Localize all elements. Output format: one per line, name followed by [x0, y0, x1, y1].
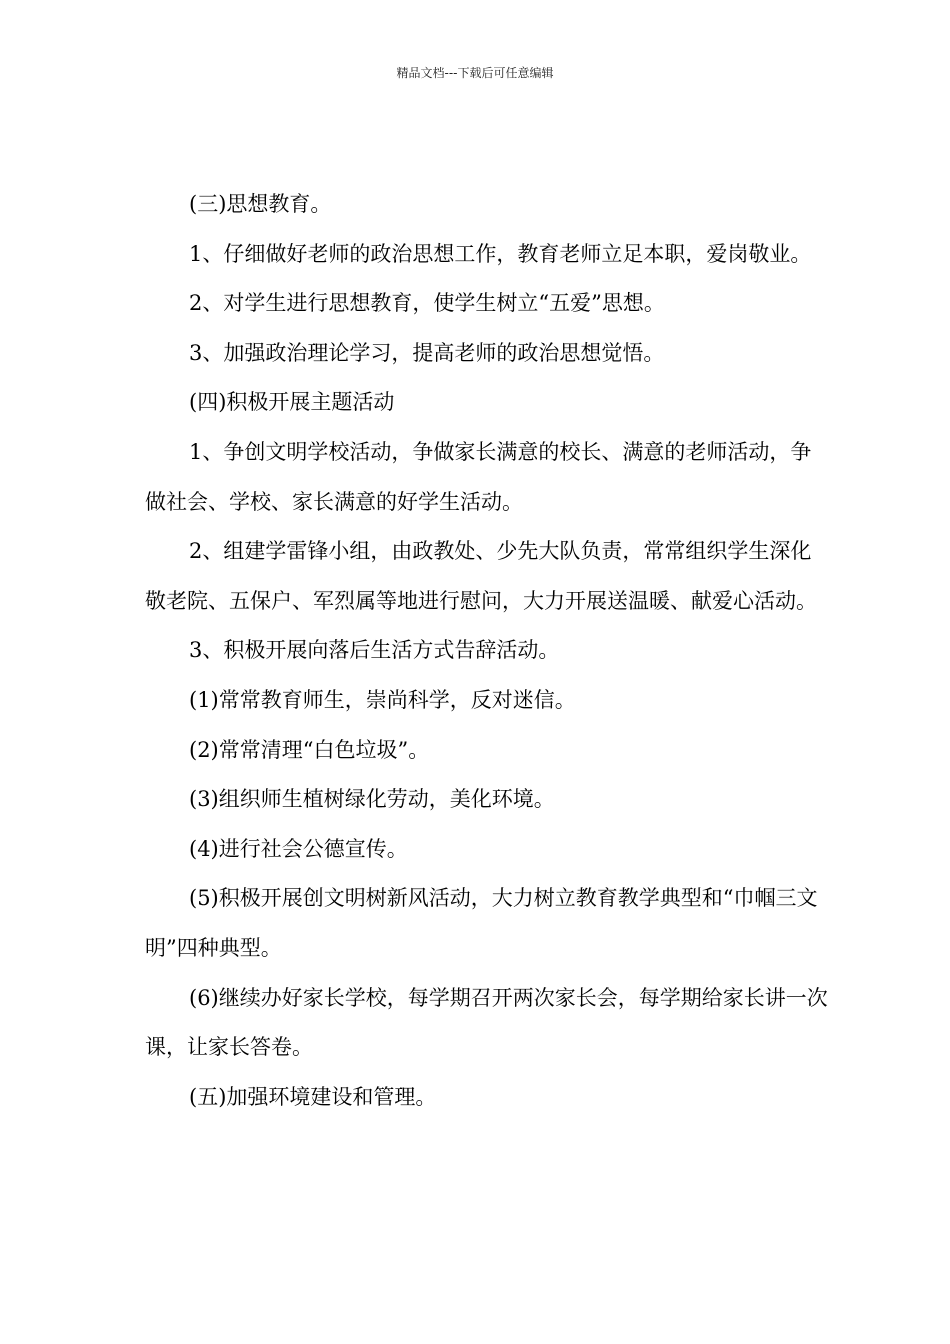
list-item: (2)常常清理“白色垃圾”。 — [189, 737, 430, 762]
paragraph: 3、积极开展向落后生活方式告辞活动。 — [189, 638, 560, 663]
page-header: 精品文档---下载后可任意编辑 — [396, 66, 554, 80]
paragraph: 1、争创文明学校活动，争做家长满意的校长、满意的老师活动，争做社会、学校、家长满意的好学生活动。 — [145, 439, 812, 514]
list-item: (4)进行社会公德宣传。 — [189, 836, 408, 861]
list-item: (3)组织师生植树绿化劳动，美化环境。 — [189, 787, 555, 812]
paragraph: 2、对学生进行思想教育，使学生树立“五爱”思想。 — [189, 291, 665, 316]
section-heading-3: (三)思想教育。 — [189, 192, 332, 216]
list-item: (5)积极开展创文明树新风活动，大力树立教育教学典型和“巾帼三文明”四种典型。 — [145, 886, 818, 960]
document-body — [145, 180, 830, 1122]
list-item: (1)常常教育师生，崇尚科学，反对迷信。 — [189, 687, 576, 712]
paragraph: 2、组建学雷锋小组，由政教处、少先大队负责，常常组织学生深化敬老院、五保户、军烈属等地进行慰问，大力开展送温暖、献爱心活动。 — [145, 539, 817, 613]
section-heading-5: (五)加强环境建设和管理。 — [189, 1084, 437, 1109]
section-heading-4: (四)积极开展主题活动 — [189, 390, 395, 415]
paragraph: 1、仔细做好老师的政治思想工作，教育老师立足本职，爱岗敬业。 — [189, 241, 812, 266]
paragraph: 3、加强政治理论学习，提高老师的政治思想觉悟。 — [189, 340, 665, 365]
list-item: (6)继续办好家长学校，每学期召开两次家长会，每学期给家长讲一次课，让家长答卷。 — [145, 985, 828, 1060]
